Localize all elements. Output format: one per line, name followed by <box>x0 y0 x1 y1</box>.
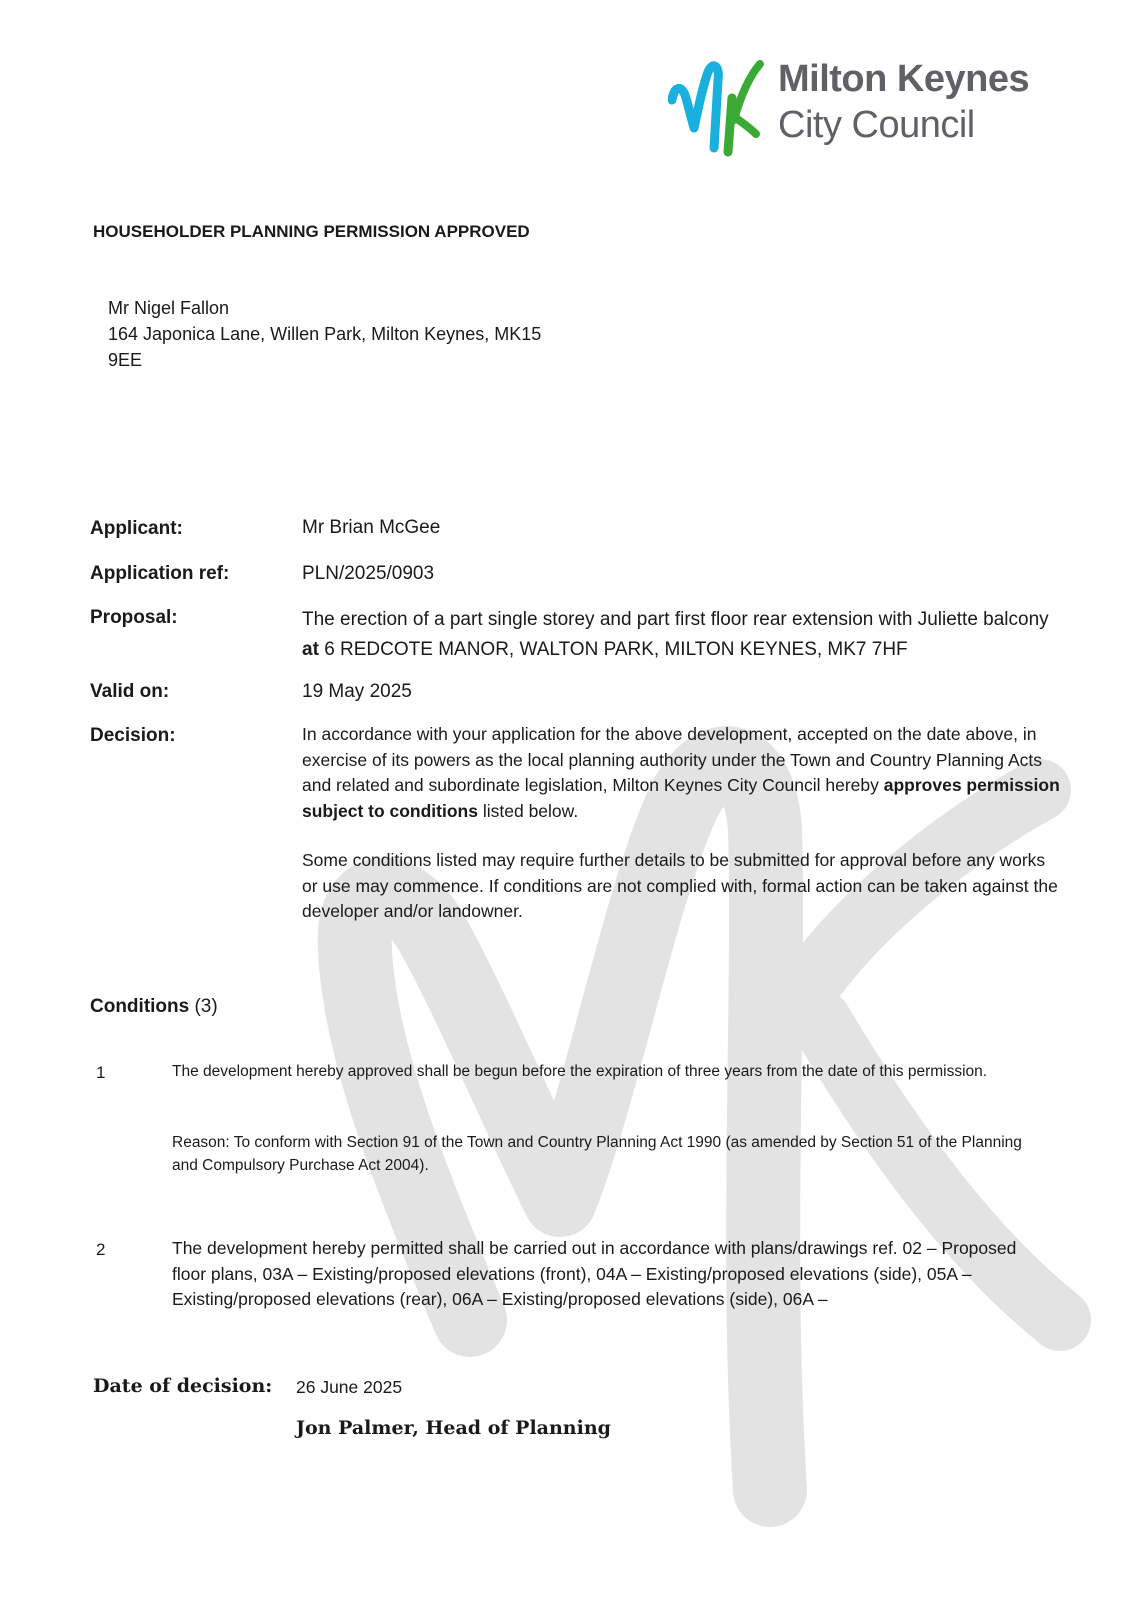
date-of-decision-label: Date of decision: <box>93 1375 273 1397</box>
applicant-label: Applicant: <box>90 518 183 539</box>
conditions-heading-label: Conditions <box>90 996 190 1017</box>
decision-label: Decision: <box>90 725 176 746</box>
condition-text: The development hereby permitted shall be carried out in accordance with plans/drawings ref. 02 – Proposed floor plans, 03A – Existing/proposed elevations (front), 04A – Existing/proposed elevations (side), 05A – Existing/proposed elevations (rear), 06A – Existing/proposed elevations (side), 06A – <box>172 1238 1017 1309</box>
condition-number: 1 <box>96 1063 106 1082</box>
proposal-label: Proposal: <box>90 607 178 628</box>
decision-para1-start: In accordance with your application for the above development, accepted on the date above, in exercise of its powers as the local planning authority under the Town and Country Planning Acts and related and subordinate legislation, Milton Keynes City Council hereby <box>302 724 1042 795</box>
condition-reason: Reason: To conform with Section 91 of the Town and Country Planning Act 1990 (as amended by Section 51 of the Planning and Compulsory Purchase Act 2004). <box>172 1134 1022 1174</box>
valid-on-value: 19 May 2025 <box>302 681 412 702</box>
document-title: HOUSEHOLDER PLANNING PERMISSION APPROVED <box>93 222 530 241</box>
recipient-address-line1: 164 Japonica Lane, Willen Park, Milton Keynes, MK15 <box>108 324 542 344</box>
applicant-value: Mr Brian McGee <box>302 517 441 538</box>
application-ref-label: Application ref: <box>90 563 230 584</box>
conditions-heading <box>90 996 218 1018</box>
recipient-name: Mr Nigel Fallon <box>108 298 230 318</box>
council-name-line2: City Council <box>778 104 975 146</box>
valid-on-label: Valid on: <box>90 681 170 702</box>
proposal-text <box>302 605 1062 665</box>
decision-para1-end: listed below. <box>482 800 579 821</box>
decision-paragraph-1 <box>302 722 1062 824</box>
condition-number: 2 <box>96 1240 106 1259</box>
signatory: Jon Palmer, Head of Planning <box>296 1417 611 1439</box>
recipient-address-line2: 9EE <box>108 350 143 370</box>
council-name-line1: Milton Keynes <box>778 58 1030 100</box>
proposal-address: 6 REDCOTE MANOR, WALTON PARK, MILTON KEYNES, MK7 7HF <box>324 639 908 660</box>
conditions-count: (3) <box>194 996 218 1017</box>
application-ref-value: PLN/2025/0903 <box>302 563 435 584</box>
proposal-at: at <box>302 639 319 660</box>
proposal-description: The erection of a part single storey and part first floor rear extension with Juliette balcony <box>302 609 1049 630</box>
date-of-decision-value: 26 June 2025 <box>296 1377 403 1397</box>
decision-para1-bold: approves permission subject to conditions <box>302 775 1060 821</box>
decision-paragraph-2: Some conditions listed may require further details to be submitted for approval before any works or use may commence. If conditions are not complied with, formal action can be taken against the developer and/or landowner. <box>302 850 1058 921</box>
condition-text: The development hereby approved shall be begun before the expiration of three years from the date of this permission. <box>172 1063 988 1080</box>
